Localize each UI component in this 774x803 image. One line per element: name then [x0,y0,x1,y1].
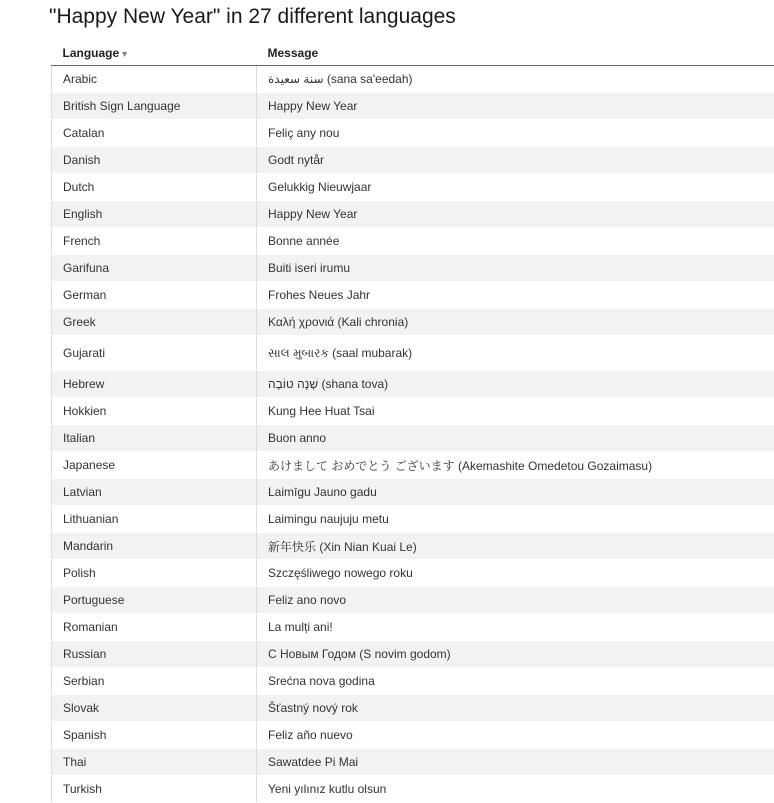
message-cell: Godt nytår [257,147,774,174]
language-cell: Italian [52,425,257,452]
table-row [52,93,774,120]
language-cell: Danish [52,147,257,174]
language-cell: Mandarin [52,533,257,560]
message-cell: Gelukkig Nieuwjaar [257,174,774,201]
language-cell: Arabic [52,66,257,93]
table-row [52,66,774,93]
language-cell: Russian [52,641,257,668]
language-column-header[interactable] [52,41,257,66]
language-cell: Hokkien [52,398,257,425]
table-row [52,336,774,371]
language-cell: Slovak [52,695,257,722]
table-row [52,695,774,722]
message-cell: С Новым Годом (S novim godom) [257,641,774,668]
table-header [52,41,774,66]
message-cell: Buiti iseri irumu [257,255,774,282]
table-row [52,722,774,749]
message-cell: Happy New Year [257,201,774,228]
message-cell: Καλή χρονιά (Kali chronia) [257,309,774,336]
message-cell: Kung Hee Huat Tsai [257,398,774,425]
table-row [52,282,774,309]
message-header-label: Message [267,46,319,60]
message-cell: שָׁנָה טוֹבָה (shana tova) [257,371,774,398]
languages-table [51,41,774,803]
table-row [52,587,774,614]
message-cell: Laimingu naujuju metu [257,506,774,533]
table-row [52,201,774,228]
message-cell: سنة سعيدة (sana sa'eedah) [257,66,774,93]
language-cell: Lithuanian [52,506,257,533]
message-cell: સાલ મુબારક (saal mubarak) [257,336,774,371]
language-cell: Hebrew [52,371,257,398]
table-row [52,749,774,776]
language-cell: Gujarati [52,336,257,371]
table-header-row [52,41,774,66]
language-cell: English [52,201,257,228]
table-row [52,147,774,174]
table-row [52,255,774,282]
table-row [52,309,774,336]
message-cell: Yeni yılınız kutlu olsun [257,776,774,803]
language-cell: Turkish [52,776,257,803]
message-cell: Buon anno [257,425,774,452]
sort-descending-icon: ▼ [120,49,130,59]
message-cell: Šťastný nový rok [257,695,774,722]
language-cell: British Sign Language [52,93,257,120]
message-cell: Laimīgu Jauno gadu [257,479,774,506]
message-cell: Srećna nova godina [257,668,774,695]
message-cell: Szczęśliwego nowego roku [257,560,774,587]
table-body [52,66,774,803]
table-row [52,614,774,641]
message-cell: Frohes Neues Jahr [257,282,774,309]
language-cell: Spanish [52,722,257,749]
table-row [52,479,774,506]
language-cell: Dutch [52,174,257,201]
message-cell: Feliz año nuevo [257,722,774,749]
message-cell: La mulți ani! [257,614,774,641]
table-row [52,425,774,452]
language-cell: Japanese [52,452,257,479]
languages-table-container [51,41,773,803]
table-row [52,668,774,695]
table-row [52,560,774,587]
table-row [52,533,774,560]
message-cell: Sawatdee Pi Mai [257,749,774,776]
page-title: "Happy New Year" in 27 different languages [49,5,456,28]
table-row [52,506,774,533]
language-cell: Catalan [52,120,257,147]
language-cell: Greek [52,309,257,336]
message-cell: Happy New Year [257,93,774,120]
table-row [52,120,774,147]
language-cell: Serbian [52,668,257,695]
table-row [52,398,774,425]
language-cell: Latvian [52,479,257,506]
language-cell: Garifuna [52,255,257,282]
message-cell: Feliz ano novo [257,587,774,614]
table-row [52,174,774,201]
language-cell: Portuguese [52,587,257,614]
language-cell: Thai [52,749,257,776]
table-row [52,371,774,398]
message-cell: あけまして おめでとう ございます (Akemashite Omedetou Gozaimasu) [257,452,774,479]
language-header-label: Language [62,46,120,60]
table-row [52,228,774,255]
message-column-header[interactable] [257,41,774,66]
message-cell: Bonne année [257,228,774,255]
message-cell: Feliç any nou [257,120,774,147]
language-cell: Romanian [52,614,257,641]
table-row [52,776,774,803]
language-cell: French [52,228,257,255]
language-cell: German [52,282,257,309]
table-row [52,641,774,668]
language-cell: Polish [52,560,257,587]
table-row [52,452,774,479]
message-cell: 新年快乐 (Xin Nian Kuai Le) [257,533,774,560]
